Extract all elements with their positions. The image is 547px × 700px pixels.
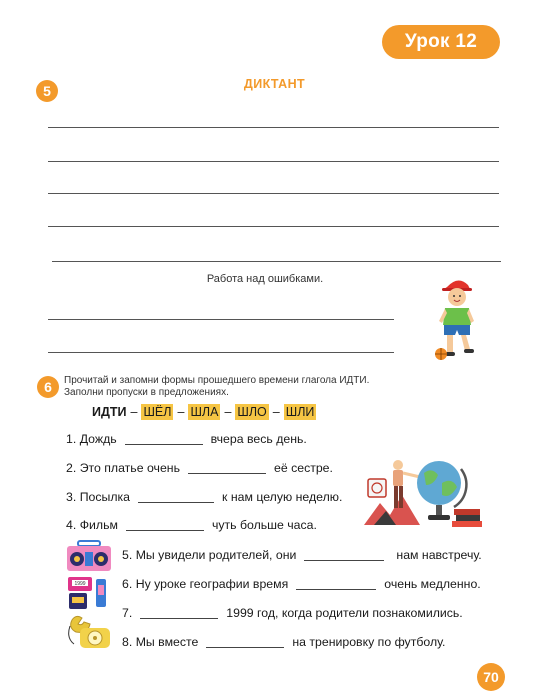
writing-line [48,226,499,227]
sentence-before: Это платье очень [79,461,180,475]
verb-forms-row [92,403,316,421]
lesson-badge [382,25,500,59]
dictation-title: ДИКТАНТ [243,77,306,91]
sentence-1 [66,432,307,446]
page-number: 70 [477,663,505,691]
sentence-after: вчера весь день. [210,432,307,446]
verb-base: ИДТИ [92,405,127,419]
cassette-label: 1999 [74,581,86,587]
boombox-illustration [66,540,112,572]
sentence-number: 7. [122,606,133,620]
verb-form: ШЛА [190,405,219,419]
dash: – [130,405,138,419]
sentence-number: 4. [66,518,77,532]
sentence-7 [122,606,463,620]
sentence-after: к нам целую неделю. [222,490,343,504]
sentence-before: Посылка [79,490,131,504]
error-work-caption: Работа над ошибками. [206,273,324,285]
dash: – [177,405,185,419]
writing-line [52,261,501,262]
sentence-before: Мы вместе [135,635,199,649]
answer-blank[interactable] [125,443,203,445]
sentence-4 [66,518,317,532]
sentence-after: нам навстречу. [396,548,482,562]
sentence-number: 8. [122,635,133,649]
answer-blank[interactable] [138,501,214,503]
sentence-number: 2. [66,461,77,475]
instruction-line: Прочитай и запомни формы прошедшего времени глагола ИДТИ. [64,375,370,386]
cassette-illustration [66,575,112,611]
exercise-6-number: 6 [37,376,59,398]
answer-blank[interactable] [206,646,284,648]
sentence-number: 6. [122,577,133,591]
sentence-8 [122,635,445,649]
answer-blank[interactable] [126,529,204,531]
writing-line [48,193,499,194]
globe-illustration [362,455,484,529]
sentence-after: её сестре. [273,461,333,475]
sentence-before: Мы увидели родителей, они [135,548,297,562]
sentence-number: 3. [66,490,77,504]
verb-form: ШЛИ [285,405,315,419]
sentence-before: Ну уроке географии время [135,577,289,591]
sentence-3 [66,490,342,504]
boy-with-ball-illustration [430,275,482,363]
verb-form: ШЛО [237,405,267,419]
instruction-line: Заполни пропуски в предложениях. [64,387,229,398]
lesson-label: Урок 12 [404,31,478,52]
sentence-after: на тренировку по футболу. [292,635,446,649]
answer-blank[interactable] [140,617,218,619]
sentence-after: очень медленно. [384,577,481,591]
dash: – [272,405,280,419]
correction-line [48,319,394,320]
dash: – [224,405,232,419]
writing-line [48,161,499,162]
verb-form: ШЁЛ [143,405,172,419]
sentence-6 [122,577,481,591]
sentence-number: 5. [122,548,133,562]
exercise-5-number: 5 [36,80,58,102]
phone-illustration [66,612,112,650]
sentence-before: Дождь [79,432,117,446]
answer-blank[interactable] [296,588,376,590]
sentence-after: 1999 год, когда родители познакомились. [226,606,463,620]
sentence-after: чуть больше часа. [211,518,317,532]
sentence-2 [66,461,333,475]
exercise-6-instruction [64,375,394,399]
answer-blank[interactable] [188,472,266,474]
writing-line [48,127,499,128]
answer-blank[interactable] [304,559,384,561]
sentence-5 [122,548,482,562]
sentence-before: Фильм [79,518,118,532]
sentence-number: 1. [66,432,77,446]
correction-line [48,352,394,353]
